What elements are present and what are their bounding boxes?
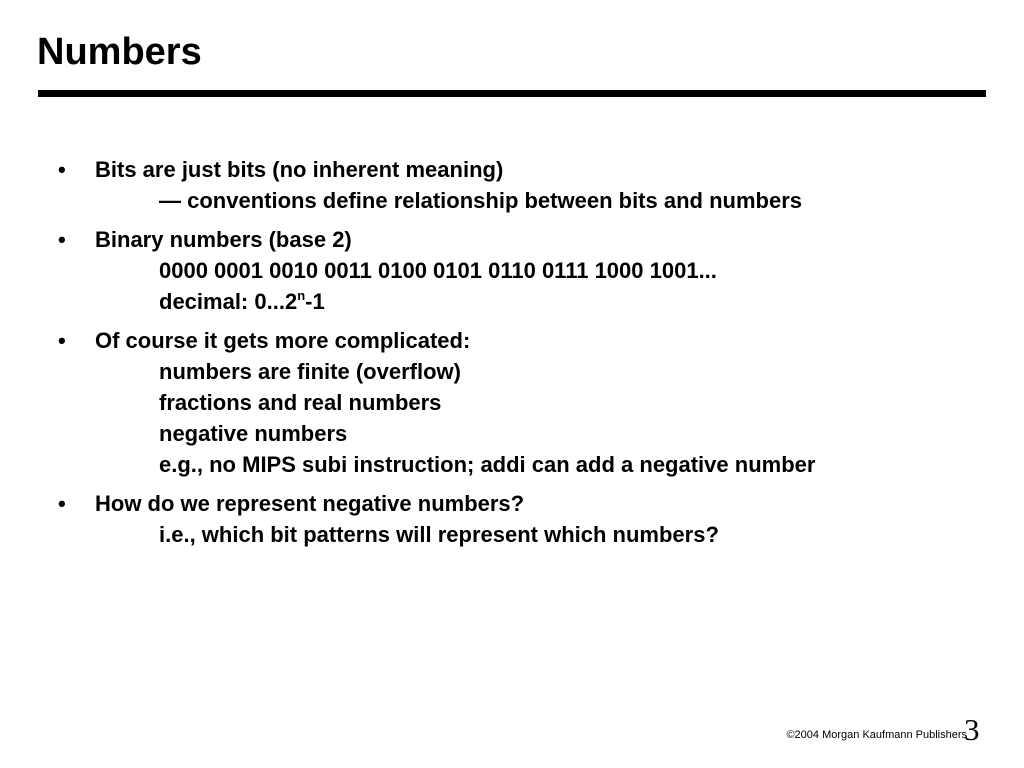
copyright-footer: ©2004 Morgan Kaufmann Publishers: [786, 729, 967, 741]
bullet-item: [0, 488, 1024, 550]
bullet-marker: •: [58, 491, 66, 516]
bullet-item: [0, 154, 1024, 216]
bullet-subline: — conventions define relationship between bits and numbers: [159, 188, 802, 213]
decimal-exponent: n: [297, 288, 306, 303]
decimal-range: [159, 286, 1024, 317]
bullet-marker: •: [58, 227, 66, 252]
bullet-subline: i.e., which bit patterns will represent which numbers?: [159, 522, 719, 547]
bullet-subline: fractions and real numbers: [159, 390, 442, 415]
decimal-suffix: -1: [305, 289, 325, 314]
binary-sequence: 0000 0001 0010 0011 0100 0101 0110 0111 1000 1001...: [159, 258, 717, 283]
bullet-subline: numbers are finite (overflow): [159, 359, 461, 384]
title-divider: [38, 90, 986, 97]
bullet-item: [0, 224, 1024, 317]
bullet-item: [0, 325, 1024, 480]
page-number: 3: [964, 712, 980, 747]
bullet-marker: •: [58, 157, 66, 182]
bullet-subline: negative numbers: [159, 421, 348, 446]
bullet-text: How do we represent negative numbers?: [95, 491, 525, 516]
bullet-marker: •: [58, 328, 66, 353]
bullet-text: Of course it gets more complicated:: [95, 328, 471, 353]
bullet-subline: e.g., no MIPS subi instruction; addi can add a negative number: [159, 452, 816, 477]
slide-content: [0, 154, 1024, 558]
slide-title: Numbers: [37, 31, 202, 73]
bullet-text: Bits are just bits (no inherent meaning): [95, 157, 504, 182]
decimal-prefix: decimal: 0...2: [159, 289, 298, 314]
bullet-text: Binary numbers (base 2): [95, 227, 352, 252]
